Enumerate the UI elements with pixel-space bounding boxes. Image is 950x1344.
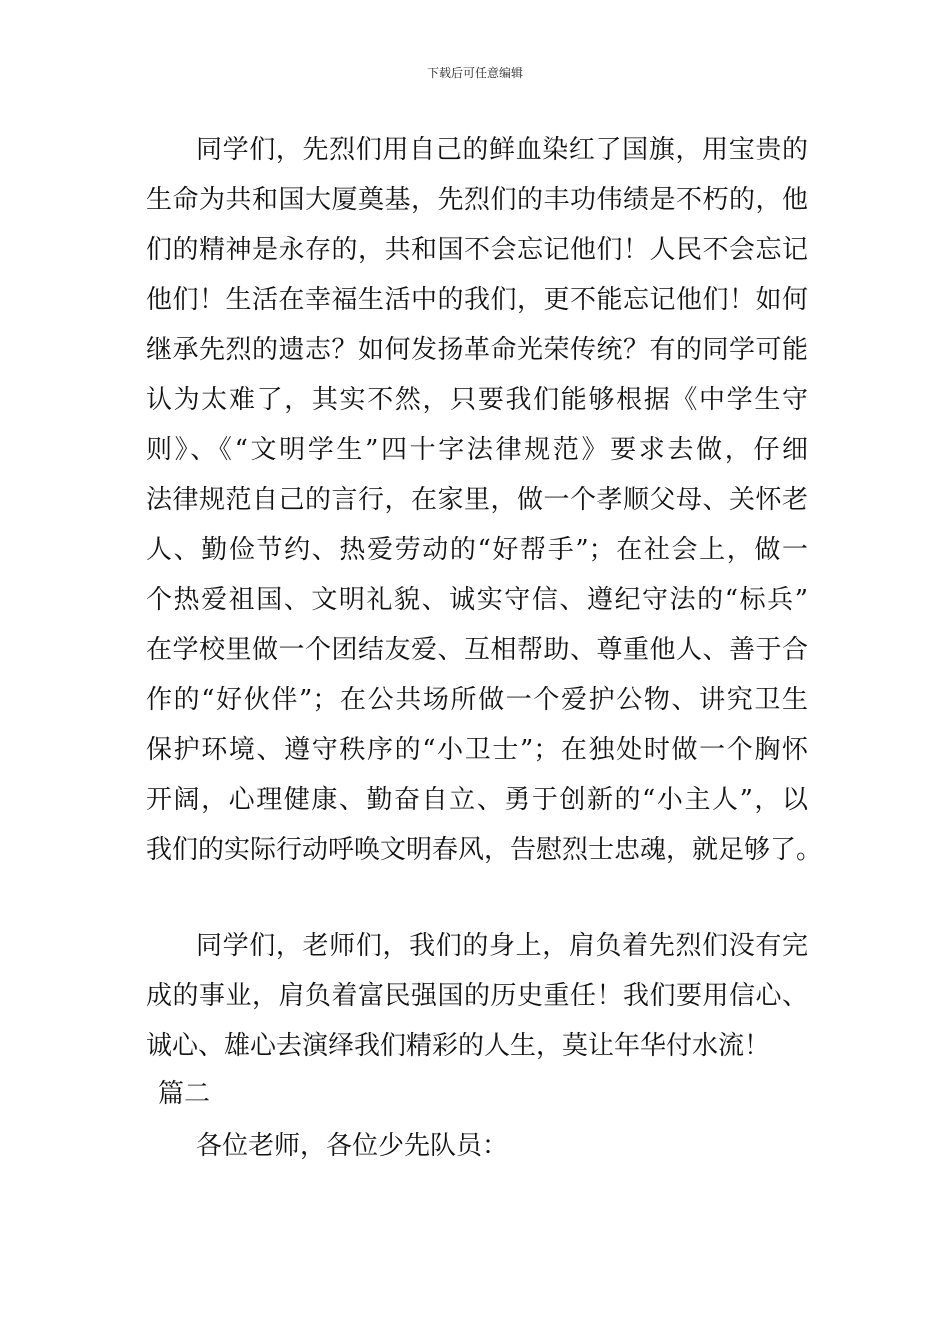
paragraph-1-line-12: 作的“好伙伴”；在公共场所做一个爱护公物、讲究卫生 xyxy=(146,685,808,715)
section-heading: 篇二 xyxy=(158,1079,211,1109)
greeting-line: 各位老师，各位少先队员： xyxy=(196,1131,509,1161)
paragraph-1-line-2: 生命为共和国大厦奠基，先烈们的丰功伟绩是不朽的，他 xyxy=(146,185,808,215)
paragraph-1-line-11: 在学校里做一个团结友爱、互相帮助、尊重他人、善于合 xyxy=(146,635,808,665)
paragraph-1-line-13: 保护环境、遵守秩序的“小卫士”；在独处时做一个胸怀 xyxy=(146,735,808,765)
paragraph-1-line-10: 个热爱祖国、文明礼貌、诚实守信、遵纪守法的“标兵” xyxy=(146,585,808,615)
paragraph-1-line-1: 同学们，先烈们用自己的鲜血染红了国旗，用宝贵的 xyxy=(196,135,808,165)
paragraph-2-line-3: 诚心、雄心去演绎我们精彩的人生，莫让年华付水流！ xyxy=(146,1031,771,1061)
paragraph-1-line-3: 们的精神是永存的，共和国不会忘记他们！人民不会忘记 xyxy=(146,235,808,265)
paragraph-1-line-6: 认为太难了，其实不然，只要我们能够根据《中学生守 xyxy=(146,385,808,415)
paragraph-1-line-8: 法律规范自己的言行，在家里，做一个孝顺父母、关怀老 xyxy=(146,485,808,515)
paragraph-2-line-1: 同学们，老师们，我们的身上，肩负着先烈们没有完 xyxy=(196,931,808,961)
page-header: 下载后可任意编辑 xyxy=(426,66,523,80)
paragraph-2-line-2: 成的事业，肩负着富民强国的历史重任！我们要用信心、 xyxy=(146,981,808,1011)
paragraph-1-line-9: 人、勤俭节约、热爱劳动的“好帮手”；在社会上，做一 xyxy=(146,535,808,565)
paragraph-1-line-5: 继承先烈的遗志？如何发扬革命光荣传统？有的同学可能 xyxy=(146,335,808,365)
paragraph-1-line-7: 则》、《“文明学生”四十字法律规范》要求去做，仔细 xyxy=(146,435,808,465)
paragraph-1-line-14: 开阔，心理健康、勤奋自立、勇于创新的“小主人”，以 xyxy=(146,785,808,815)
paragraph-1-line-4: 他们！生活在幸福生活中的我们，更不能忘记他们！如何 xyxy=(146,285,808,315)
paragraph-1-line-15: 我们的实际行动呼唤文明春风，告慰烈士忠魂，就足够了。 xyxy=(146,835,823,865)
